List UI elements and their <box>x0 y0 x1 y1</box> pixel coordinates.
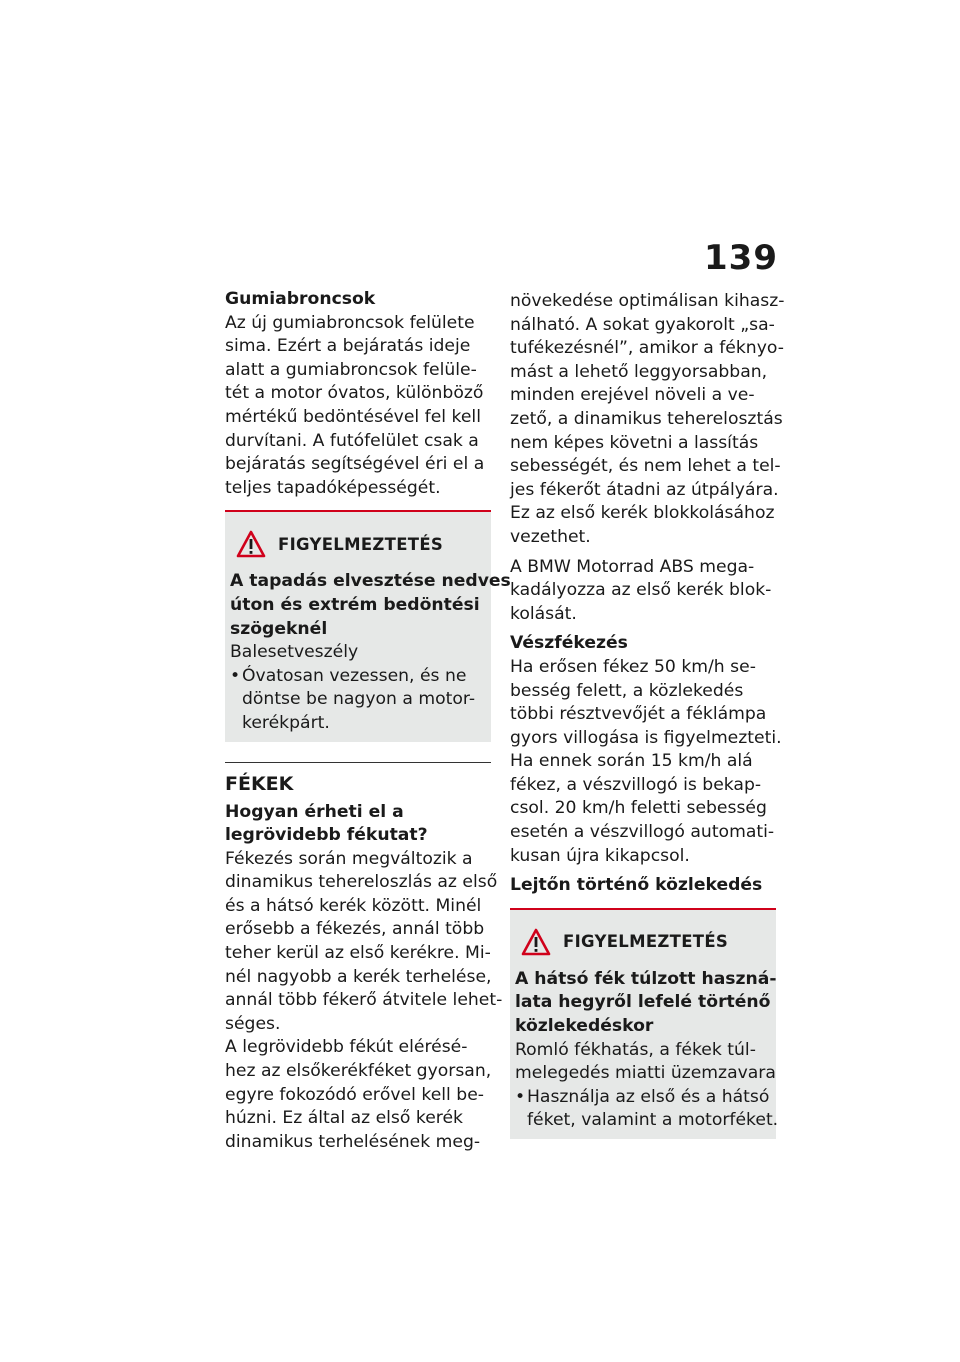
text-line: A tapadás elvesztése nedves <box>230 571 511 592</box>
text-line: kerékpárt. <box>242 712 330 733</box>
text-line: esetén a vészvillogó automati- <box>510 822 775 843</box>
text-line: nem képes követni a lassítás <box>510 432 759 453</box>
text-line: A hátsó fék túlzott haszná- <box>515 968 777 989</box>
text-line: melegedés miatti üzemzavara <box>515 1063 776 1084</box>
text-line: tufékezésnél”, amikor a féknyo- <box>510 338 784 359</box>
text-line: Ha erősen fékez 50 km/h se- <box>510 656 756 677</box>
text-line: lata hegyről lefelé történő <box>515 992 771 1013</box>
text-line: fékez, a vészvillogó is bekap- <box>510 774 762 795</box>
warning-header <box>230 530 483 558</box>
text-line: Használja az első és a hátsó <box>527 1086 770 1107</box>
text-line: úton és extrém bedöntési <box>230 594 480 615</box>
text-line: minden erejével növeli a ve- <box>510 385 755 406</box>
text-line: és a hátsó kerék között. Minél <box>225 895 482 916</box>
question-heading <box>225 801 491 848</box>
text-line: teher kerül az első kerékre. Mi- <box>225 943 491 964</box>
brakes-paragraph-1 <box>225 848 503 1037</box>
text-line: féket, valamint a motorféket. <box>527 1110 779 1131</box>
warning-box <box>510 910 779 1139</box>
text-line: Ez az első kerék blokkolásához <box>510 503 775 524</box>
text-line: húzni. Ez által az első kerék <box>225 1108 463 1129</box>
text-line: Ha ennek során 15 km/h alá <box>510 751 753 772</box>
text-line: alatt a gumiabroncsok felüle- <box>225 359 477 380</box>
text-line: zető, a dinamikus teherelosztás <box>510 408 783 429</box>
text-line: hez az elsőkerékféket gyorsan, <box>225 1061 492 1082</box>
text-line: legrövidebb fékutat? <box>225 825 428 846</box>
abs-paragraph <box>510 556 776 627</box>
text-line: dinamikus terhelésének meg- <box>225 1131 481 1152</box>
text-line: jes fékerőt átadni az útpályára. <box>510 479 779 500</box>
text-line: sebességét, és nem lehet a tel- <box>510 456 781 477</box>
text-line: kadályozza az első kerék blok- <box>510 580 772 601</box>
bullet-mark: • <box>230 665 241 686</box>
text-line: dinamikus tehereloszlás az első <box>225 872 498 893</box>
warning-risk <box>515 1039 776 1086</box>
text-line: többi résztvevőjét a féklámpa <box>510 704 767 725</box>
text-line: bejáratás segítségével éri el a <box>225 454 485 475</box>
text-line: kolását. <box>510 603 577 624</box>
tires-heading: Gumiabroncsok <box>225 289 376 309</box>
section-title: FÉKEK <box>225 772 294 795</box>
left-column <box>225 288 511 1154</box>
warning-title: FIGYELMEZTETÉS <box>278 534 444 554</box>
section-divider <box>225 762 491 763</box>
text-line: Az új gumiabroncsok felülete <box>225 312 475 333</box>
text-line: erősebb a fékezés, annál több <box>225 919 485 940</box>
text-line: Romló fékhatás, a fékek túl- <box>515 1039 756 1060</box>
text-line: Fékezés során megváltozik a <box>225 848 473 869</box>
text-line: kusan újra kikapcsol. <box>510 845 690 866</box>
bullet-mark: • <box>515 1086 526 1107</box>
text-line: sima. Ezért a bejáratás ideje <box>225 336 471 357</box>
text-line: séges. <box>225 1013 281 1034</box>
text-line: nél nagyobb a kerék terhelése, <box>225 966 492 987</box>
warning-triangle-icon <box>521 928 551 956</box>
text-line: szögeknél <box>230 618 328 639</box>
warning-header <box>515 928 768 956</box>
brakes-paragraph-2 <box>225 1036 491 1154</box>
text-line: besség felett, a közlekedés <box>510 680 744 701</box>
warning-title: FIGYELMEZTETÉS <box>563 932 729 952</box>
emergency-heading: Vészfékezés <box>510 633 628 654</box>
text-line: A legrövidebb fékút elérésé- <box>225 1037 468 1058</box>
warning-heading <box>230 570 511 641</box>
text-line: növekedése optimálisan kihasz- <box>510 291 785 311</box>
text-line: A BMW Motorrad ABS mega- <box>510 556 755 577</box>
text-line: teljes tapadóképességét. <box>225 477 441 498</box>
warning-triangle-icon <box>236 530 266 558</box>
text-line: mást a lehető leggyorsabban, <box>510 361 768 382</box>
text-line: nálható. A sokat gyakorolt „sa- <box>510 314 775 335</box>
text-line: durvítani. A futófelület csak a <box>225 430 479 451</box>
warning-box <box>225 512 511 741</box>
page-number: 139 <box>704 238 778 278</box>
downhill-heading: Lejtőn történő közlekedés <box>510 875 763 896</box>
text-line: tét a motor óvatos, különböző <box>225 383 484 404</box>
warning-action <box>230 665 483 736</box>
text-line: gyors villogása is figyelmezteti. <box>510 727 782 748</box>
right-column <box>510 290 785 1139</box>
text-line: mértékű bedöntésével fel kell <box>225 406 481 427</box>
brakes-paragraph-continued <box>510 290 785 550</box>
warning-risk: Balesetveszély <box>230 642 359 663</box>
tires-paragraph <box>225 312 491 501</box>
text-line: egyre fokozódó erővel kell be- <box>225 1084 484 1105</box>
text-line: annál több fékerő átvitele lehet- <box>225 990 503 1011</box>
text-line: közlekedéskor <box>515 1016 654 1037</box>
warning-action <box>515 1086 779 1133</box>
text-line: Hogyan érheti el a <box>225 801 404 822</box>
emergency-paragraph <box>510 656 782 868</box>
text-line: döntse be nagyon a motor- <box>242 689 476 710</box>
text-line: Óvatosan vezessen, és ne <box>242 665 467 686</box>
warning-heading <box>515 968 777 1039</box>
text-line: vezethet. <box>510 526 591 547</box>
text-line: csol. 20 km/h feletti sebesség <box>510 798 767 819</box>
